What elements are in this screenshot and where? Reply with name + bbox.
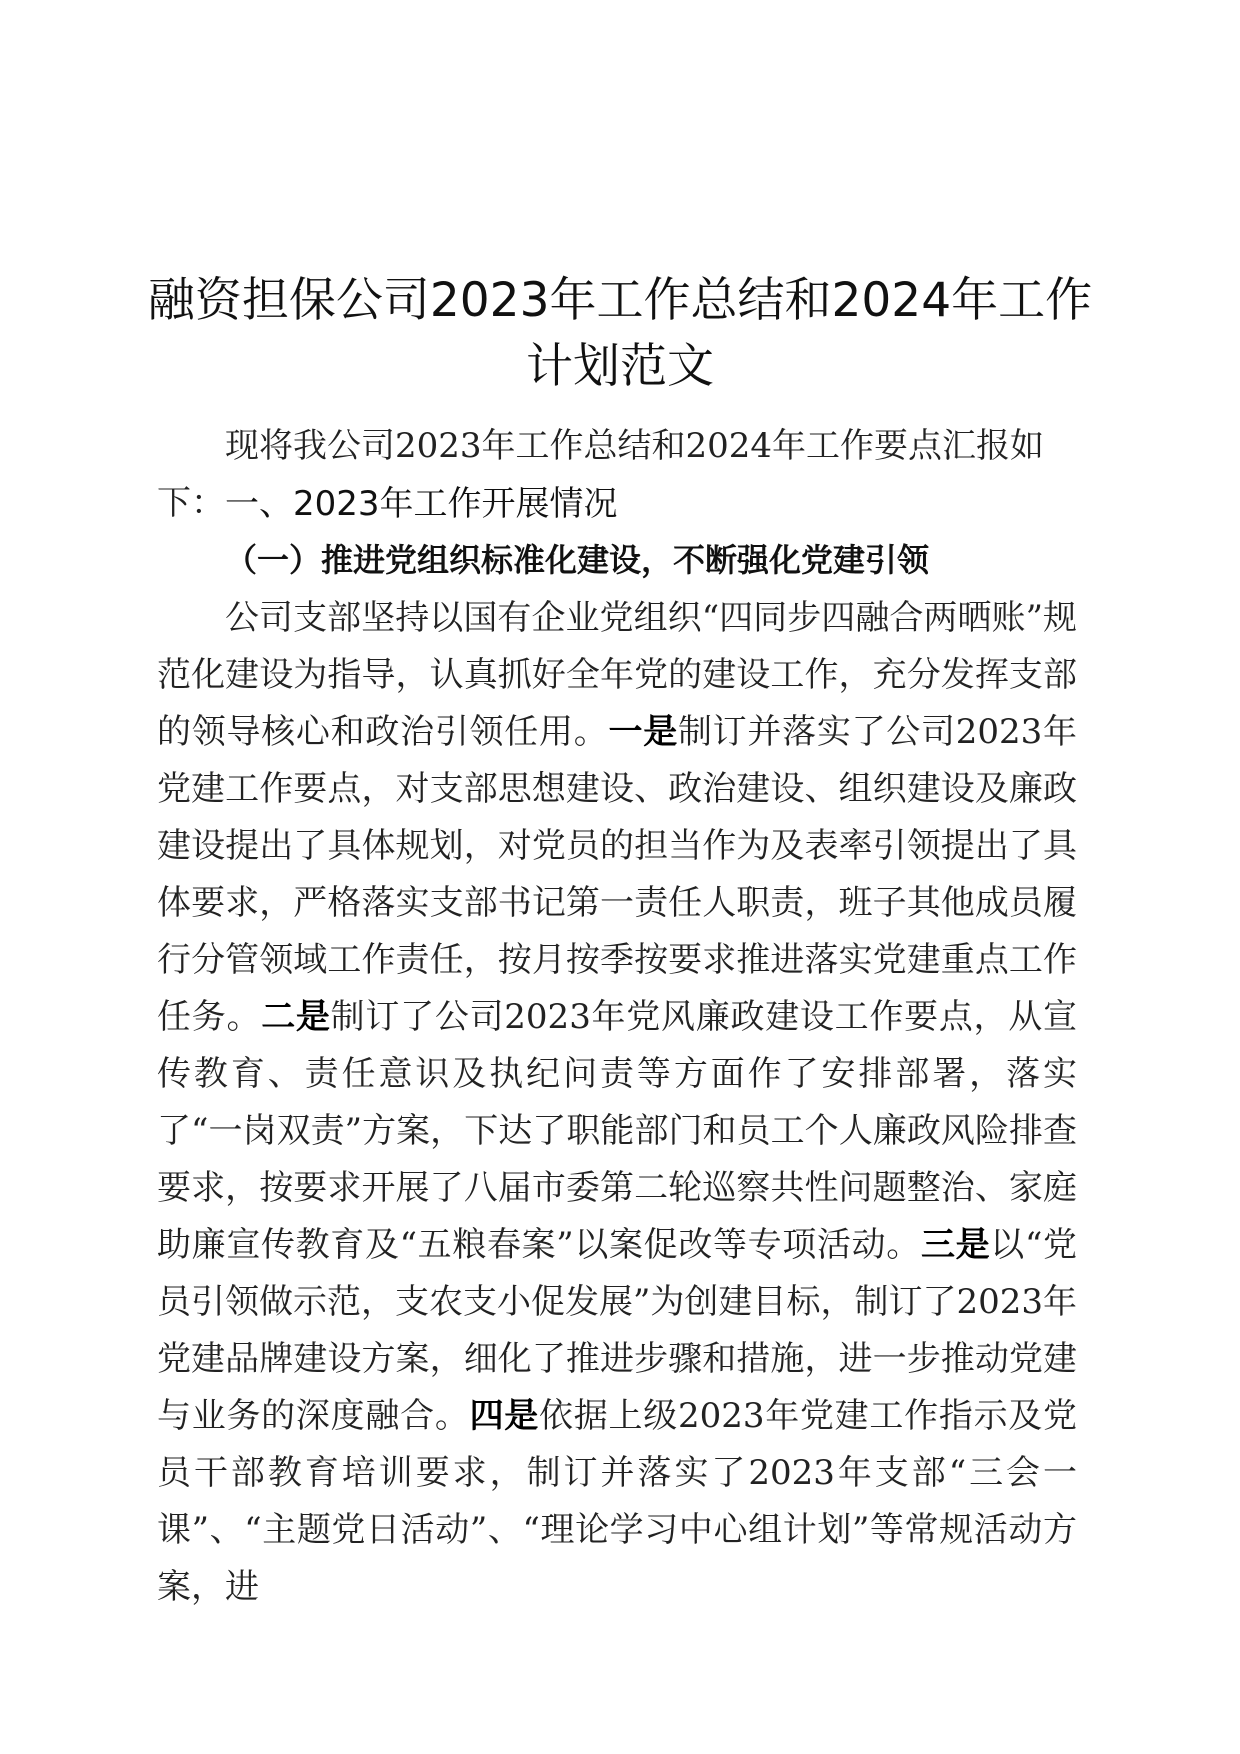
emphasis-first: 一是 [608, 712, 678, 752]
emphasis-second: 二是 [261, 997, 331, 1037]
paragraph-text: 以“党员引领做示范，支农支小促发展”为创建目标，制订了2023年党建品牌建设方案，细化了推进步骤和措施，进一步推动党建与业务的深度融合。 [157, 1225, 1078, 1436]
body-paragraph-1 [157, 590, 1077, 1616]
emphasis-third: 三是 [920, 1225, 991, 1265]
document-title-line-2: 计划范文 [526, 339, 714, 394]
paragraph-text: 依据上级2023年党建工作指示及党员干部教育培训要求，制订并落实了2023年支部“三会一课”、“主题党日活动”、“理论学习中心组计划”等常规活动方案，进 [157, 1396, 1078, 1607]
intro-paragraph: 现将我公司2023年工作总结和2024年工作要点汇报如下： [157, 426, 1045, 523]
document-title [140, 268, 1100, 400]
paragraph-text: 制订并落实了公司2023年党建工作要点，对支部思想建设、政治建设、组织建设及廉政建设提出了具体规划，对党员的担当作为及表率引领提出了具体要求，严格落实支部书记第一责任人职责，班子其他成员履行分管领域工作责任，按月按季按要求推进落实党建重点工作任务。 [157, 712, 1078, 1037]
paragraph-text: 制订了公司2023年党风廉政建设工作要点，从宣传教育、责任意识及执纪问责等方面作了安排部署，落实了“一岗双责”方案，下达了职能部门和员工个人廉政风险排查要求，按要求开展了八届市委第二轮巡察共性问题整治、家庭助廉宣传教育及“五粮春案”以案促改等专项活动。 [157, 997, 1078, 1265]
paragraph-text: 公司支部坚持以国有企业党组织“四同步四融合两晒账”规范化建设为指导，认真抓好全年党的建设工作，充分发挥支部的领导核心和政治引领任用。 [157, 598, 1077, 752]
section-heading-1: 一、2023年工作开展情况 [225, 484, 618, 524]
emphasis-fourth: 四是 [469, 1396, 540, 1436]
document-title-line-1: 融资担保公司2023年工作总结和2024年工作 [147, 273, 1093, 328]
subsection-heading-1: （一）推进党组织标准化建设，不断强化党建引领 [225, 541, 930, 579]
